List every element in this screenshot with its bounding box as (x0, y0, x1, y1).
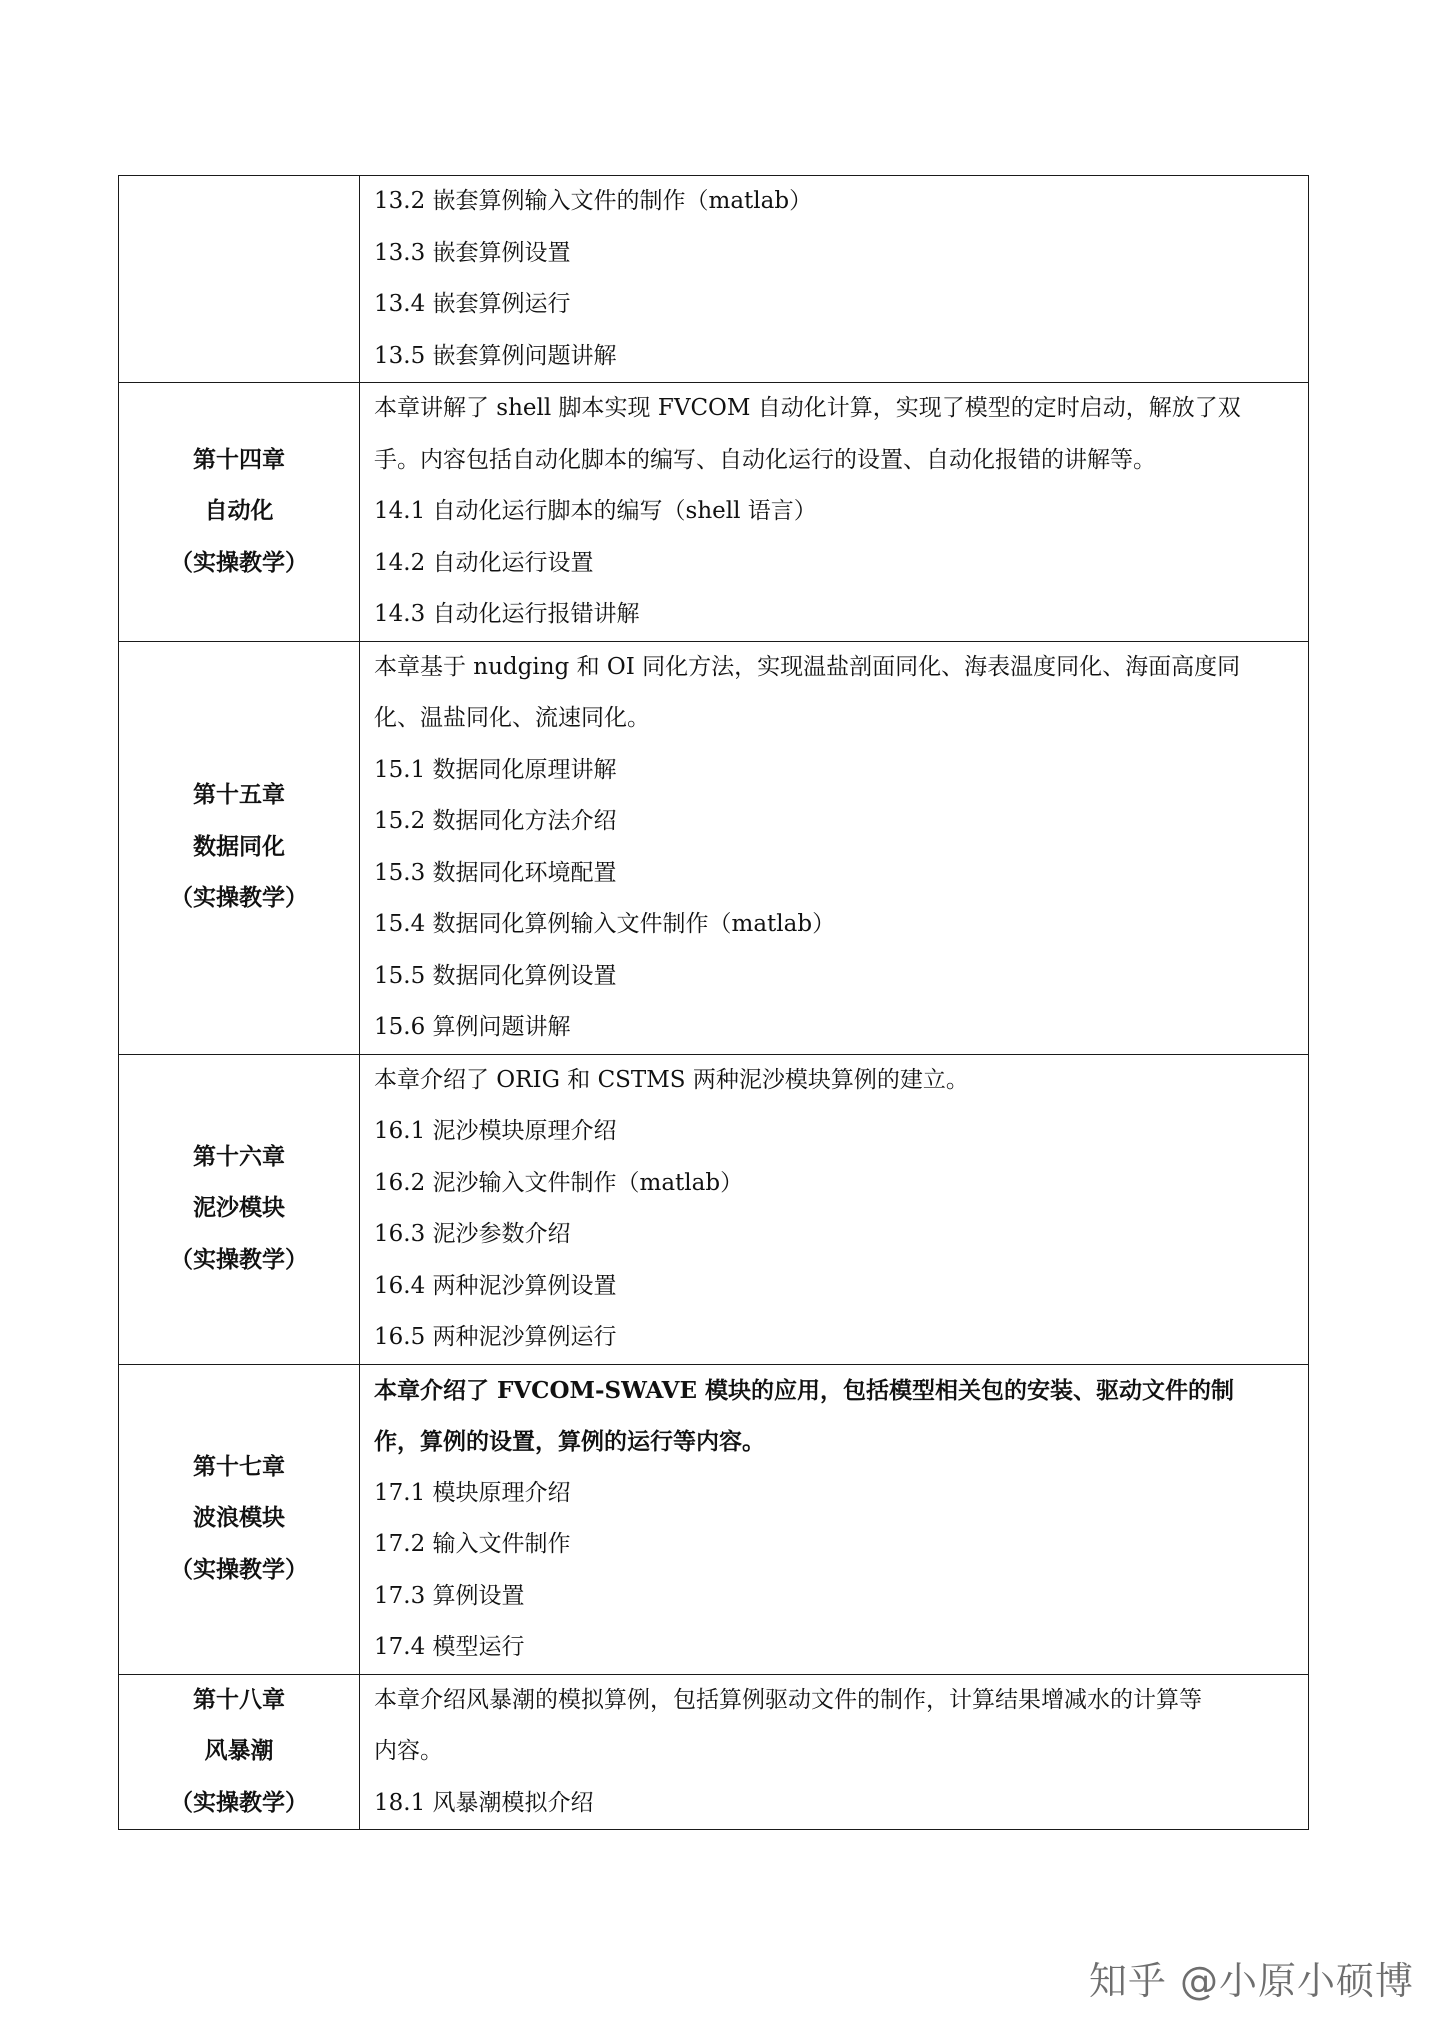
description-line: 本章介绍风暴潮的模拟算例，包括算例驱动文件的制作，计算结果增减水的计算等 (374, 1686, 1202, 1713)
list-item: 16.3 泥沙参数介绍 (374, 1221, 571, 1247)
chapter-number: 第十七章 (193, 1453, 285, 1480)
chapter-title: 数据同化 (193, 833, 285, 860)
list-item: 15.3 数据同化环境配置 (374, 859, 617, 886)
list-item: 16.2 泥沙输入文件制作（matlab） (374, 1169, 744, 1196)
list-item: 17.4 模型运行 (374, 1634, 525, 1660)
list-item: 14.2 自动化运行设置 (374, 549, 594, 576)
content-cell (360, 1054, 1309, 1364)
chapter-number: 第十八章 (193, 1686, 285, 1713)
list-item: 14.3 自动化运行报错讲解 (374, 601, 640, 627)
description-line: 作，算例的设置，算例的运行等内容。 (374, 1428, 765, 1455)
chapter-cell (119, 383, 360, 642)
list-item: 18.1 风暴潮模拟介绍 (374, 1789, 594, 1816)
chapter-title: 波浪模块 (193, 1505, 285, 1532)
content-cell (360, 176, 1309, 383)
description-line: 内容。 (374, 1738, 443, 1764)
list-item: 13.4 嵌套算例运行 (374, 291, 571, 317)
chapter-title: 泥沙模块 (193, 1195, 285, 1222)
list-item: 17.2 输入文件制作 (374, 1531, 571, 1557)
content-cell (360, 641, 1309, 1054)
list-item: 14.1 自动化运行脚本的编写（shell 语言） (374, 498, 817, 524)
chapter-number: 第十六章 (193, 1143, 285, 1170)
chapter-type: （实操教学） (170, 1789, 308, 1816)
table-row (119, 383, 1309, 642)
list-item: 16.1 泥沙模块原理介绍 (374, 1118, 617, 1144)
watermark: 知乎 @小原小硕博 (1088, 1959, 1414, 2003)
description-line: 化、温盐同化、流速同化。 (374, 705, 650, 731)
list-item: 16.4 两种泥沙算例设置 (374, 1272, 617, 1299)
chapter-cell (119, 1364, 360, 1674)
chapter-number: 第十五章 (193, 782, 285, 809)
content-cell (360, 1674, 1309, 1830)
content-cell (360, 383, 1309, 642)
chapter-type: （实操教学） (170, 885, 308, 912)
syllabus-table (118, 175, 1309, 1830)
chapter-title: 风暴潮 (204, 1738, 274, 1764)
chapter-cell (119, 641, 360, 1054)
chapter-cell-empty (119, 176, 360, 383)
list-item: 15.1 数据同化原理讲解 (374, 756, 617, 783)
chapter-cell (119, 1674, 360, 1830)
list-item: 17.3 算例设置 (374, 1582, 525, 1609)
table-row (119, 641, 1309, 1054)
list-item: 13.3 嵌套算例设置 (374, 239, 571, 266)
chapter-cell (119, 1054, 360, 1364)
description-line: 本章基于 nudging 和 OI 同化方法，实现温盐剖面同化、海表温度同化、海面高度同 (374, 653, 1241, 680)
chapter-title: 自动化 (204, 498, 274, 524)
content-cell (360, 1364, 1309, 1674)
list-item: 13.5 嵌套算例问题讲解 (374, 342, 617, 369)
list-item: 15.4 数据同化算例输入文件制作（matlab） (374, 911, 836, 937)
list-item: 17.1 模块原理介绍 (374, 1479, 571, 1506)
table-row (119, 1054, 1309, 1364)
table-row (119, 1364, 1309, 1674)
table-row (119, 1674, 1309, 1830)
description-line: 手。内容包括自动化脚本的编写、自动化运行的设置、自动化报错的讲解等。 (374, 446, 1156, 473)
chapter-number: 第十四章 (193, 446, 285, 473)
table-row (119, 176, 1309, 383)
description-line: 本章讲解了 shell 脚本实现 FVCOM 自动化计算，实现了模型的定时启动，解放了双 (374, 395, 1241, 421)
list-item: 13.2 嵌套算例输入文件的制作（matlab） (374, 188, 813, 214)
list-item: 15.6 算例问题讲解 (374, 1014, 571, 1040)
chapter-type: （实操教学） (170, 1556, 308, 1583)
description-line: 本章介绍了 ORIG 和 CSTMS 两种泥沙模块算例的建立。 (374, 1066, 969, 1093)
description-line: 本章介绍了 FVCOM-SWAVE 模块的应用，包括模型相关包的安装、驱动文件的制 (374, 1376, 1235, 1404)
list-item: 16.5 两种泥沙算例运行 (374, 1324, 617, 1350)
chapter-type: （实操教学） (170, 549, 308, 576)
list-item: 15.5 数据同化算例设置 (374, 962, 617, 989)
list-item: 15.2 数据同化方法介绍 (374, 808, 617, 834)
chapter-type: （实操教学） (170, 1246, 308, 1273)
